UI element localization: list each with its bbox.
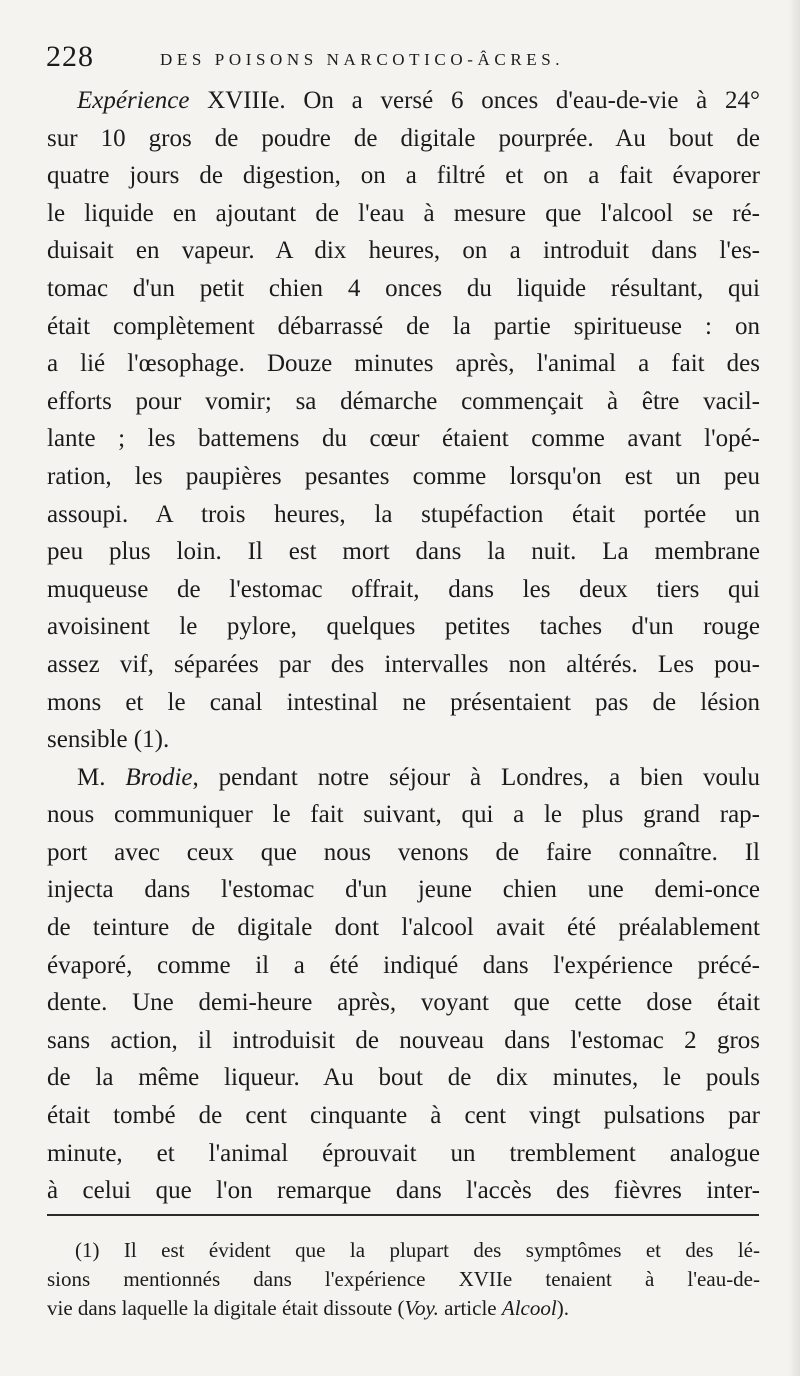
text-line: tomac d'un petit chien 4 onces du liquide résultant, qui bbox=[47, 274, 760, 302]
running-head: DES POISONS NARCOTICO-ÂCRES. bbox=[160, 50, 565, 69]
text-line: port avec ceux que nous venons de faire connaître. Il bbox=[47, 838, 760, 866]
text-line: avoisinent le pylore, quelques petites taches d'un rouge bbox=[47, 613, 760, 641]
text-line: de la même liqueur. Au bout de dix minutes, le pouls bbox=[47, 1064, 760, 1092]
text-line: dente. Une demi-heure après, voyant que cette dose était bbox=[47, 989, 760, 1017]
text-line: le liquide en ajoutant de l'eau à mesure que l'alcool se ré- bbox=[47, 199, 760, 227]
footnote-line-3 bbox=[47, 1294, 760, 1323]
footnote-line: sions mentionnés dans l'expérience XVIIe tenaient à l'eau-de- bbox=[47, 1267, 760, 1291]
page-header bbox=[46, 40, 761, 80]
footnote-line-3-mid: article bbox=[438, 1296, 502, 1320]
page-body bbox=[47, 82, 760, 1210]
name-brodie: Brodie bbox=[125, 763, 193, 791]
paragraph-2-line-1-rest: , pendant notre séjour à Londres, a bien voulu bbox=[192, 763, 760, 791]
text-line: ration, les paupières pesantes comme lorsqu'on est un peu bbox=[47, 462, 760, 490]
experience-label: Expérience bbox=[77, 87, 190, 114]
text-line: minute, et l'animal éprouvait un tremblement analogue bbox=[47, 1139, 760, 1167]
paragraph-2-lead: M. bbox=[77, 763, 126, 791]
footnote-line: (1) Il est évident que la plupart des symptômes et des lé- bbox=[75, 1238, 760, 1262]
footnote-line-3-end: ). bbox=[556, 1296, 569, 1320]
text-line: sensible (1). bbox=[47, 726, 170, 754]
text-line: était tombé de cent cinquante à cent vingt pulsations par bbox=[47, 1102, 760, 1130]
text-line: sur 10 gros de poudre de digitale pourprée. Au bout de bbox=[47, 124, 760, 152]
text-line: sans action, il introduisit de nouveau dans l'estomac 2 gros bbox=[47, 1026, 760, 1054]
text-line: lante ; les battemens du cœur étaient comme avant l'opé- bbox=[47, 425, 760, 453]
text-line: quatre jours de digestion, on a filtré et on a fait évaporer bbox=[47, 162, 760, 190]
text-line: muqueuse de l'estomac offrait, dans les deux tiers qui bbox=[47, 575, 760, 603]
paragraph-1-line-1-rest: XVIIIe. On a versé 6 onces d'eau-de-vie à 24° bbox=[189, 87, 760, 114]
text-line: mons et le canal intestinal ne présentaient pas de lésion bbox=[47, 688, 760, 716]
paragraph-1-line-1 bbox=[47, 82, 760, 120]
footnote-line-3-start: vie dans laquelle la digitale était dissoute ( bbox=[47, 1296, 405, 1320]
paragraph-2-line-1 bbox=[47, 759, 760, 797]
footnote bbox=[47, 1236, 760, 1323]
text-line: injecta dans l'estomac d'un jeune chien une demi-once bbox=[47, 876, 760, 904]
text-line: nous communiquer le fait suivant, qui a le plus grand rap- bbox=[47, 801, 760, 829]
text-line: a lié l'œsophage. Douze minutes après, l'animal a fait des bbox=[47, 350, 760, 378]
text-line: assez vif, séparées par des intervalles non altérés. Les pou- bbox=[47, 650, 760, 678]
footnote-alcool: Alcool bbox=[501, 1296, 557, 1320]
text-line: de teinture de digitale dont l'alcool avait été préalablement bbox=[47, 914, 760, 942]
text-line: était complètement débarrassé de la partie spiritueuse : on bbox=[47, 312, 760, 340]
page-edge-shadow bbox=[788, 0, 800, 1376]
text-line: peu plus loin. Il est mort dans la nuit. La membrane bbox=[47, 538, 760, 566]
text-line: évaporé, comme il a été indiqué dans l'expérience précé- bbox=[47, 951, 760, 979]
text-line: à celui que l'on remarque dans l'accès des fièvres inter- bbox=[47, 1177, 760, 1205]
text-line: efforts pour vomir; sa démarche commençait à être vacil- bbox=[47, 387, 760, 415]
page-number: 228 bbox=[46, 40, 94, 73]
text-line: duisait en vapeur. A dix heures, on a introduit dans l'es- bbox=[47, 237, 760, 265]
footnote-voy: Voy. bbox=[404, 1296, 439, 1320]
footnote-divider bbox=[47, 1214, 759, 1216]
text-line: assoupi. A trois heures, la stupéfaction était portée un bbox=[47, 500, 760, 528]
